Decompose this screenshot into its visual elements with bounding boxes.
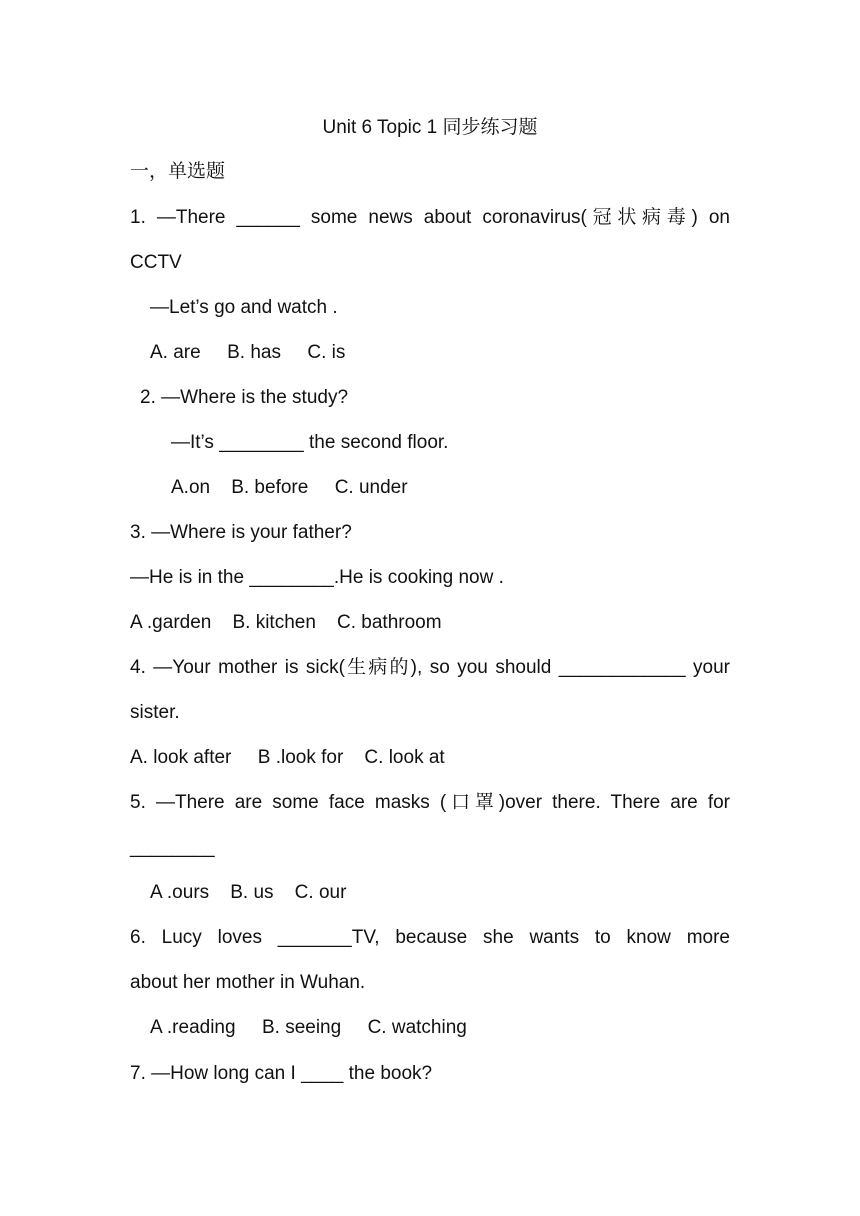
question-6-options: A .reading B. seeing C. watching [150, 1017, 467, 1038]
question-5-stem-continued: ________ [130, 837, 215, 858]
question-2-options: A.on B. before C. under [171, 477, 408, 498]
question-6-stem-continued: about her mother in Wuhan. [130, 972, 366, 993]
question-1-options: A. are B. has C. is [150, 342, 346, 363]
question-5-options: A .ours B. us C. our [150, 882, 347, 903]
question-1-reply: —Let’s go and watch . [150, 297, 338, 318]
question-2-reply: —It’s ________ the second floor. [171, 432, 449, 453]
question-2-stem: 2. —Where is the study? [140, 387, 349, 408]
question-7-stem: 7. —How long can I ____ the book? [130, 1063, 433, 1084]
question-1-stem-continued: CCTV [130, 252, 182, 273]
question-4-options: A. look after B .look for C. look at [130, 747, 445, 768]
question-3-reply: —He is in the ________.He is cooking now . [130, 567, 504, 588]
question-3-stem: 3. —Where is your father? [130, 522, 352, 543]
question-1-stem: 1. —There ______ some news about coronavirus(冠状病毒) on [130, 207, 730, 228]
question-6-stem: 6. Lucy loves _______TV, because she wants to know more [130, 927, 730, 948]
question-3-options: A .garden B. kitchen C. bathroom [130, 612, 442, 633]
section-heading: 一，单选题 [130, 161, 226, 182]
question-4-stem-continued: sister. [130, 702, 180, 723]
document-title: Unit 6 Topic 1 同步练习题 [322, 117, 538, 138]
question-5-stem: 5. —There are some face masks (口罩)over there. There are for [130, 792, 730, 813]
question-4-stem: 4. —Your mother is sick(生病的), so you should ____________ your [130, 657, 730, 678]
